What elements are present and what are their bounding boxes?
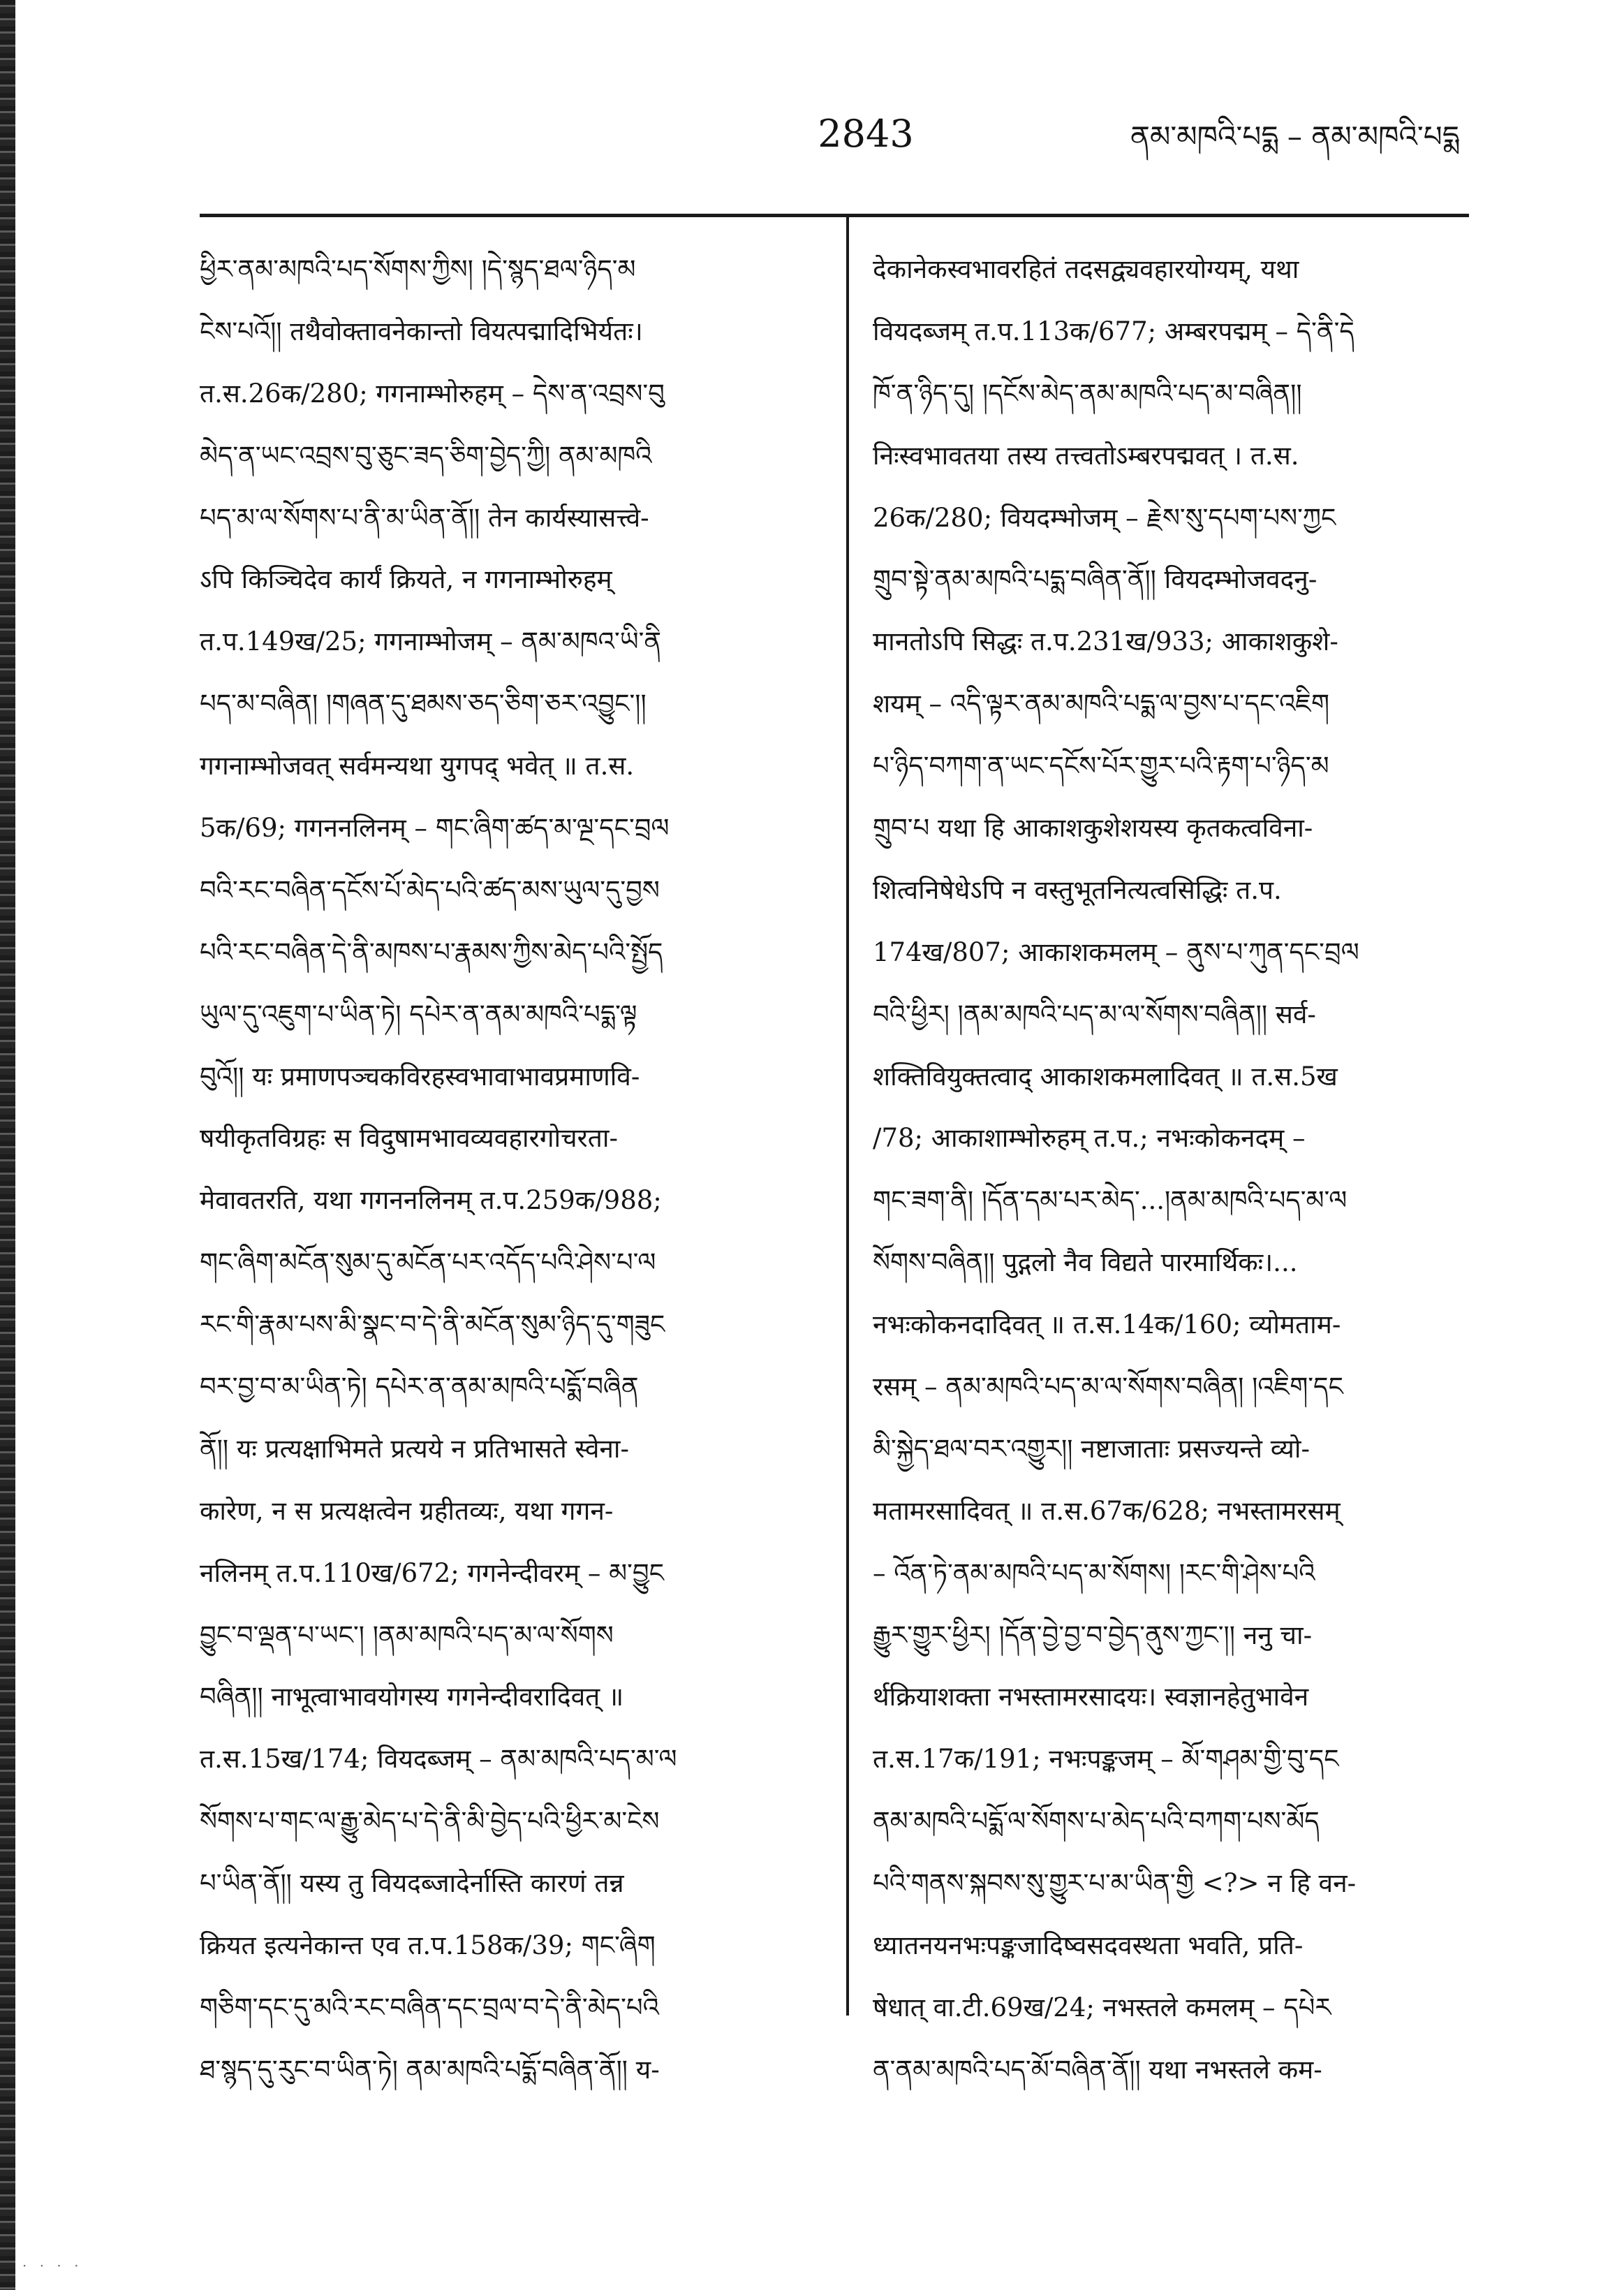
text-line: ध्यातनयनभःपङ्कजादिष्वसदवस्थता भवति, प्रति-	[873, 1930, 1304, 1961]
text-line: སོགས་བཞིན།། पुद्गलो नैव विद्यते पारमार्थिकः।...	[873, 1247, 1298, 1278]
text-line: བུའོ།། यः प्रमाणपञ्चकविरहस्वभावाभावप्रमाणवि-	[200, 1061, 640, 1092]
scan-dots: · · · ·	[22, 2257, 83, 2274]
text-line: /78; आकाशाम्भोरुहम् त.प.; नभःकोकनदम् –	[873, 1123, 1306, 1154]
left-column	[200, 239, 827, 2085]
text-line: शयम् – འདི་ལྟར་ནམ་མཁའི་པདྨ་ལ་བྱས་པ་དང་འཇིག	[873, 689, 1330, 719]
text-line: गगनाम्भोजवत् सर्वमन्यथा युगपद् भवेत् ॥ त.स.	[200, 751, 635, 781]
text-line: གྲུབ་སྟེ་ནམ་མཁའི་པདྨ་བཞིན་ནོ།། वियदम्भोजवदनु-	[873, 564, 1317, 595]
text-line: མི་སྐྱེད་ཐལ་བར་འགྱུར།། नष्टाजाताः प्रसज्यन्ते व्यो-	[873, 1433, 1310, 1464]
text-line: मानतोऽपि सिद्धः त.प.231ख/933; आकाशकुशे-	[873, 626, 1338, 657]
text-line: शक्तिवियुक्तत्वाद् आकाशकमलादिवत् ॥ त.स.5ख	[873, 1061, 1338, 1092]
text-line: བྱུང་བ་ལྡན་པ་ཡང་། །ནམ་མཁའི་པད་མ་ལ་སོགས	[200, 1620, 614, 1650]
text-line: षेधात् वा.टी.69ख/24; नभस्तले कमलम् – དཔེར	[873, 1992, 1331, 2023]
text-line: གྲུབ་པ यथा हि आकाशकुशेशयस्य कृतकत्वविना-	[873, 813, 1313, 844]
text-line: 26क/280; वियदम्भोजम् – རྗེས་སུ་དཔག་པས་ཀྱང	[873, 502, 1336, 533]
text-line: त.प.149ख/25; गगनाम्भोजम् – ནམ་མཁའ་ཡི་ནི	[200, 626, 662, 657]
text-line: क्रियत इत्यनेकान्त एव त.प.158क/39; གང་ཞིག	[200, 1930, 656, 1961]
text-line: देकानेकस्वभावरहितं तदसद्व्यवहारयोग्यम्, यथा	[873, 254, 1299, 284]
text-line: त.स.26क/280; गगनाम्भोरुहम् – དེས་ན་འབྲས་བུ	[200, 378, 665, 409]
text-line: मेवावतरति, यथा गगननलिनम् त.प.259क/988;	[200, 1185, 662, 1216]
text-line: रसम् – ནམ་མཁའི་པད་མ་ལ་སོགས་བཞིན། །འཇིག་དང	[873, 1372, 1343, 1402]
text-line: ཐ་སྙད་དུ་རུང་བ་ཡིན་ཏེ། ནམ་མཁའི་པདྨོ་བཞིན་ནོ།། य-	[200, 2054, 660, 2085]
text-line: མེད་ན་ཡང་འབྲས་བུ་ཅུང་ཟད་ཅིག་བྱེད་ཀྱི། ནམ་མཁའི	[200, 440, 652, 471]
text-line: བའི་ཕྱིར། །ནམ་མཁའི་པད་མ་ལ་སོགས་བཞིན།། सर्व-	[873, 999, 1316, 1029]
text-line: པ་ཉིད་བཀག་ན་ཡང་དངོས་པོར་གྱུར་པའི་རྟག་པ་ཉིད་མ	[873, 751, 1329, 781]
text-line: པའི་རང་བཞིན་དེ་ནི་མཁས་པ་རྣམས་ཀྱིས་མེད་པའི་སྤྱོད	[200, 937, 663, 967]
text-line: བཞིན།། नाभूत्वाभावयोगस्य गगनेन्दीवरादिवत् ॥	[200, 1682, 624, 1712]
text-line: ཁོ་ན་ཉིད་དུ། །དངོས་མེད་ནམ་མཁའི་པད་མ་བཞིན།།	[873, 378, 1302, 409]
text-line: ཡུལ་དུ་འཇུག་པ་ཡིན་ཏེ། དཔེར་ན་ནམ་མཁའི་པདྨ་ལྟ	[200, 999, 637, 1029]
text-line: སོགས་པ་གང་ལ་རྒྱུ་མེད་པ་དེ་ནི་མི་བྱེད་པའི་ཕྱིར་མ་ངེས	[200, 1806, 660, 1837]
right-column	[873, 239, 1473, 2085]
text-line: त.स.15ख/174; वियदब्जम् – ནམ་མཁའི་པད་མ་ལ	[200, 1744, 677, 1775]
page-number: 2843	[818, 112, 914, 156]
text-line: 5क/69; गगननलिनम् – གང་ཞིག་ཚད་མ་ལྔ་དང་བྲལ	[200, 813, 670, 844]
text-line: कारेण, न स प्रत्यक्षत्वेन ग्रहीतव्यः, यथा गगन-	[200, 1495, 614, 1526]
text-line: གང་ཞིག་མངོན་སུམ་དུ་མངོན་པར་འདོད་པའི་ཤེས་པ་ལ	[200, 1247, 656, 1278]
text-line: ཕྱིར་ནམ་མཁའི་པད་སོགས་ཀྱིས། །དེ་སྙད་ཐལ་ཉིད་མ	[200, 254, 636, 284]
text-line: शित्वनिषेधेऽपि न वस्तुभूतनित्यत्वसिद्धिः त.प.	[873, 874, 1282, 905]
text-line: मतामरसादिवत् ॥ त.स.67क/628; नभस्तामरसम्	[873, 1495, 1341, 1526]
text-line: རང་གི་རྣམ་པས་མི་སྣང་བ་དེ་ནི་མངོན་སུམ་ཉིད་དུ་གཟུང	[200, 1309, 665, 1340]
text-line: नभःकोकनदादिवत् ॥ त.स.14क/160; व्योमताम-	[873, 1309, 1341, 1340]
text-line: षयीकृतविग्रहः स विदुषामभावव्यवहारगोचरता-	[200, 1123, 618, 1154]
header-rule	[200, 214, 1469, 217]
text-line: नलिनम् त.प.110ख/672; गगनेन्दीवरम् – མ་བྱུང	[200, 1557, 664, 1588]
text-line: त.स.17क/191; नभःपङ्कजम् – མོ་གཤམ་གྱི་བུ་དང	[873, 1744, 1339, 1775]
text-line: པའི་གནས་སྐབས་སུ་གྱུར་པ་མ་ཡིན་གྱི <?> न हि वन-	[873, 1868, 1357, 1899]
text-line: र्थक्रियाशक्ता नभस्तामरसादयः। स्वज्ञानहेतुभावेन	[873, 1682, 1309, 1712]
text-line: ངེས་པའོ།། तथैवोक्तावनेकान्तो वियत्पद्मादिभिर्यतः।	[200, 316, 643, 346]
text-line: བའི་རང་བཞིན་དངོས་པོ་མེད་པའི་ཚད་མས་ཡུལ་དུ་བྱས	[200, 874, 660, 905]
text-line: वियदब्जम् त.प.113क/677; अम्बरपद्मम् – དེ་ནི་དེ	[873, 316, 1354, 346]
text-line: ऽपि किञ्चिदेव कार्यं क्रियते, न गगनाम्भोरुहम्	[200, 564, 612, 595]
text-line: གཅིག་དང་དུ་མའི་རང་བཞིན་དང་བྲལ་བ་དེ་ནི་མེད་པའི	[200, 1992, 659, 2023]
text-line: པ་ཡིན་ནོ།། यस्य तु वियदब्जादेर्नास्ति कारणं तन्न	[200, 1868, 624, 1899]
text-line: ན་ནམ་མཁའི་པད་མོ་བཞིན་ནོ།། यथा नभस्तले कम-	[873, 2054, 1322, 2085]
text-line: निःस्वभावतया तस्य तत्त्वतोऽम्बरपद्मवत् । त.स.	[873, 440, 1299, 471]
text-line: 174ख/807; आकाशकमलम् – ནུས་པ་ཀུན་དང་བྲལ	[873, 937, 1359, 967]
text-line: རྒྱུར་གྱུར་ཕྱིར། །དོན་བྱེ་བྱ་བ་བྱེད་ནུས་ཀྱང་།། ननु चा-	[873, 1620, 1313, 1650]
binding-edge	[0, 0, 15, 2290]
text-line: པད་མ་བཞིན། །གཞན་དུ་ཐམས་ཅད་ཅིག་ཅར་འབྱུང་།།	[200, 689, 647, 719]
text-line: ནམ་མཁའི་པདྨོ་ལ་སོགས་པ་མེད་པའི་བཀག་པས་མོད	[873, 1806, 1320, 1837]
text-line: བར་བྱ་བ་མ་ཡིན་ཏེ། དཔེར་ན་ནམ་མཁའི་པདྨོ་བཞིན	[200, 1372, 639, 1402]
text-line: གང་ཟག་ནི། །དོན་དམ་པར་མེད་...།ནམ་མཁའི་པད་མ་ལ	[873, 1185, 1348, 1216]
running-header: ནམ་མཁའི་པདྨ – ནམ་མཁའི་པདྨ	[1130, 119, 1459, 154]
column-divider	[846, 214, 849, 2016]
text-line: ནོ།། यः प्रत्यक्षाभिमते प्रत्यये न प्रतिभासते स्वेना-	[200, 1433, 630, 1464]
text-line: པད་མ་ལ་སོགས་པ་ནི་མ་ཡིན་ནོ།། तेन कार्यस्यासत्त्वे-	[200, 502, 649, 533]
text-line: – འོན་ཏེ་ནམ་མཁའི་པད་མ་སོགས། །རང་གི་ཤེས་པའི	[873, 1557, 1315, 1588]
